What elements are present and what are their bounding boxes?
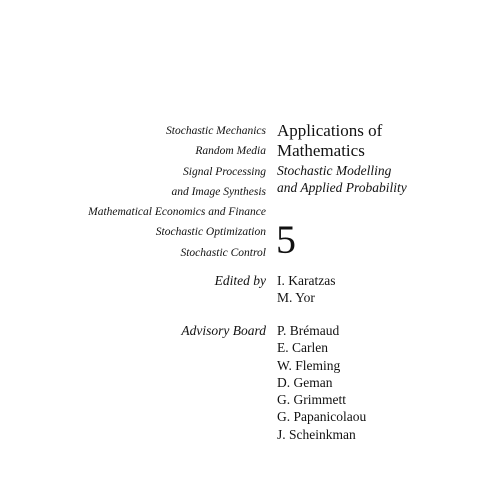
board-member-name: J. Scheinkman bbox=[277, 426, 356, 442]
edited-by-label: Edited by bbox=[214, 273, 266, 288]
board-member-name: G. Papanicolaou bbox=[277, 409, 367, 425]
board-member-name: W. Fleming bbox=[277, 357, 341, 373]
board-member-name: D. Geman bbox=[277, 374, 333, 390]
editor-name: I. Karatzas bbox=[277, 273, 336, 288]
series-subtitle-line: and Applied Probability bbox=[277, 179, 407, 195]
topic-item: Random Media bbox=[195, 145, 266, 158]
advisory-board-label: Advisory Board bbox=[181, 323, 266, 338]
series-subtitle bbox=[277, 163, 407, 196]
board-member-name: E. Carlen bbox=[277, 340, 328, 356]
topic-item: Stochastic Optimization bbox=[155, 226, 266, 239]
series-title bbox=[277, 121, 382, 161]
topic-list bbox=[88, 121, 266, 263]
series-subtitle-line: Stochastic Modelling bbox=[277, 163, 392, 178]
advisory-board-list bbox=[277, 322, 366, 443]
series-title-line: Applications of bbox=[277, 121, 383, 140]
topic-item: Signal Processing bbox=[183, 165, 266, 178]
series-title-line: Mathematics bbox=[277, 141, 365, 160]
volume-number: 5 bbox=[276, 217, 296, 262]
topic-item: and Image Synthesis bbox=[171, 185, 266, 198]
editor-list bbox=[277, 272, 335, 307]
board-member-name: P. Brémaud bbox=[277, 323, 340, 338]
board-member-name: G. Grimmett bbox=[277, 392, 346, 408]
topic-item: Stochastic Control bbox=[180, 246, 266, 259]
topic-item: Mathematical Economics and Finance bbox=[88, 206, 266, 219]
editor-name: M. Yor bbox=[277, 290, 315, 306]
topic-item: Stochastic Mechanics bbox=[166, 125, 266, 137]
